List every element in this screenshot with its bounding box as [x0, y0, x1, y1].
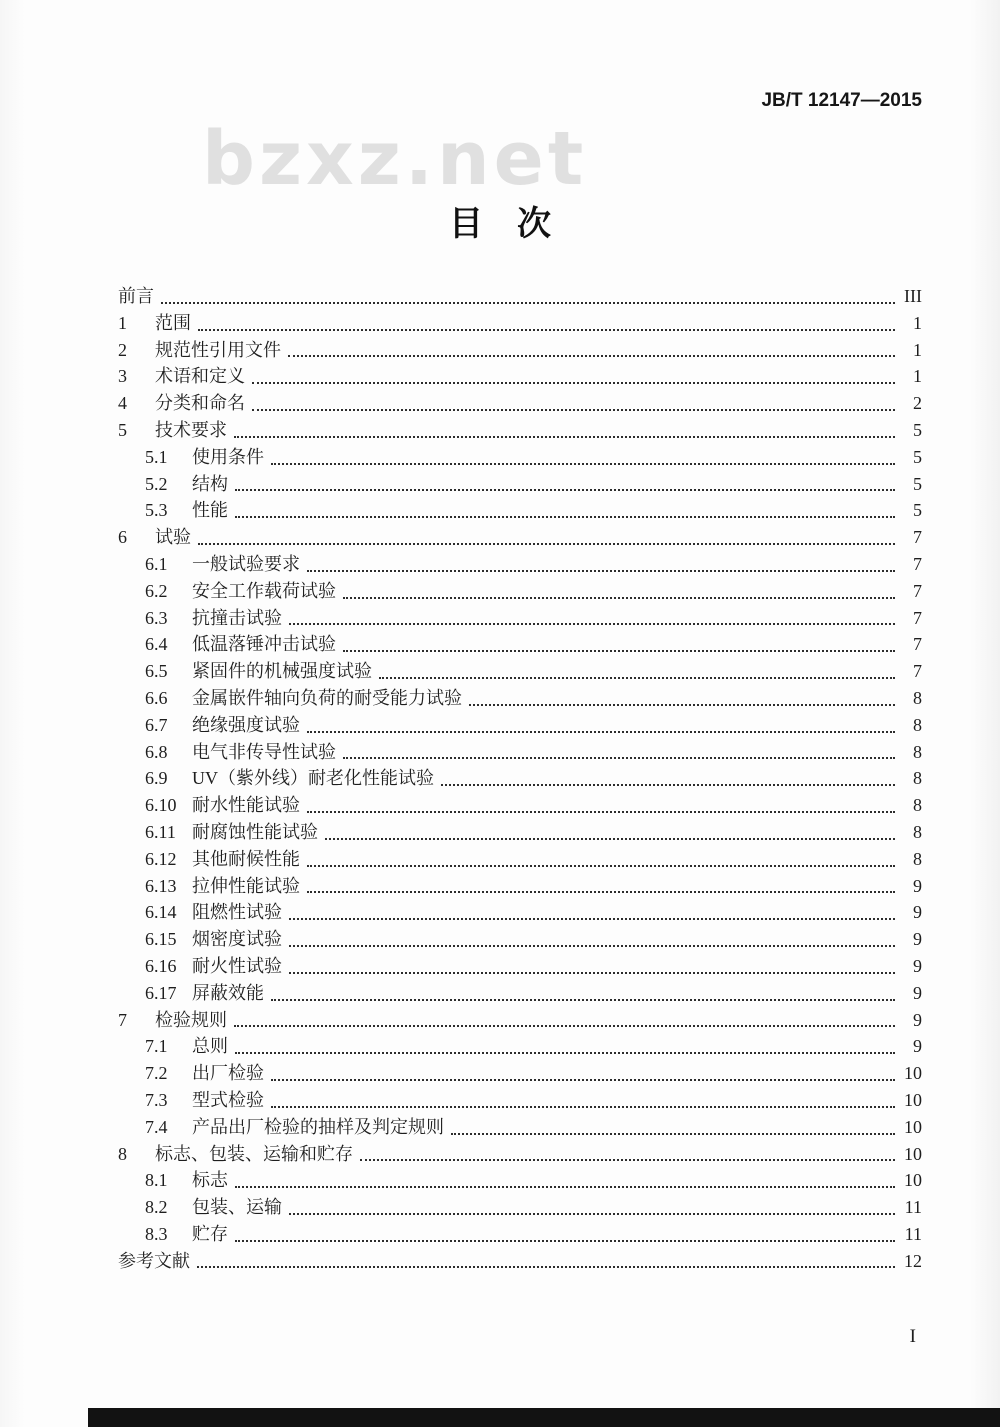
toc-entry-number: 8.2 [145, 1197, 168, 1218]
toc-entry-label: 低温落锤冲击试验 [192, 634, 336, 655]
toc-entry-page: 7 [913, 661, 922, 682]
dot-leader [307, 865, 895, 867]
toc-entry-page: 9 [913, 955, 922, 976]
toc-row [118, 658, 922, 685]
toc-entry-number: 6.17 [145, 982, 177, 1003]
toc-entry-number: 8.3 [145, 1223, 168, 1244]
toc-entry-number: 8 [118, 1143, 127, 1164]
toc-entry-label: 耐水性能试验 [192, 795, 300, 816]
toc-entry-page: 10 [904, 1089, 922, 1110]
toc-row [118, 578, 922, 605]
toc-entry-label: 包装、运输 [192, 1197, 282, 1218]
toc-entry-page: 12 [904, 1250, 922, 1271]
toc-row [118, 417, 922, 444]
toc-entry-label: UV（紫外线）耐老化性能试验 [192, 768, 434, 789]
toc-entry-page: 7 [913, 553, 922, 574]
toc-entry-label: 试验 [155, 527, 191, 548]
toc-row [118, 524, 922, 551]
toc-row [118, 631, 922, 658]
toc-row [118, 1033, 922, 1060]
toc-entry-number: 6.5 [145, 661, 168, 682]
toc-entry-label: 出厂检验 [192, 1063, 264, 1084]
toc-entry-page: 7 [913, 607, 922, 628]
toc-entry-page: 9 [913, 1009, 922, 1030]
toc-row [118, 390, 922, 417]
dot-leader [288, 355, 895, 357]
toc-entry-page: III [904, 286, 922, 306]
toc-row [118, 1087, 922, 1114]
toc-entry-label: 紧固件的机械强度试验 [192, 661, 372, 682]
dot-leader [198, 329, 895, 331]
toc-entry-label: 技术要求 [155, 419, 227, 440]
dot-leader [235, 516, 895, 518]
toc-row [118, 953, 922, 980]
toc-entry-label: 拉伸性能试验 [192, 875, 300, 896]
toc-row [118, 1194, 922, 1221]
toc-entry-number: 6.15 [145, 929, 177, 950]
toc-entry-number: 6.8 [145, 741, 168, 762]
toc-entry-label: 金属嵌件轴向负荷的耐受能力试验 [192, 687, 462, 708]
toc-entry-number: 7.3 [145, 1089, 168, 1110]
toc-row [118, 1221, 922, 1248]
dot-leader [289, 972, 895, 974]
toc-entry-label: 产品出厂检验的抽样及判定规则 [192, 1116, 444, 1137]
toc-entry-number: 6.12 [145, 848, 177, 869]
page-footer [910, 1326, 916, 1348]
toc-entry-label: 使用条件 [192, 446, 264, 467]
toc-entry-number: 6.9 [145, 768, 168, 789]
dot-leader [343, 757, 895, 759]
toc-row [118, 926, 922, 953]
dot-leader [343, 650, 895, 652]
toc-entry-page: 1 [913, 312, 922, 333]
dot-leader [271, 1079, 895, 1081]
toc-entry-label: 总则 [192, 1036, 228, 1057]
toc-entry-page: 7 [913, 634, 922, 655]
dot-leader [271, 1106, 895, 1108]
toc-entry-number: 6.2 [145, 580, 168, 601]
toc-entry-number: 6.13 [145, 875, 177, 896]
toc-entry-label: 术语和定义 [155, 366, 245, 387]
toc-entry-number: 6.4 [145, 634, 168, 655]
dot-leader [289, 623, 895, 625]
toc-entry-label: 规范性引用文件 [155, 339, 281, 360]
toc-row [118, 337, 922, 364]
toc-entry-page: 11 [904, 1223, 922, 1244]
toc-entry-number: 2 [118, 339, 127, 360]
dot-leader [198, 543, 895, 545]
dot-leader [161, 302, 895, 304]
toc-entry-label: 绝缘强度试验 [192, 714, 300, 735]
page-number: I [909, 1326, 916, 1347]
toc-entry-number: 1 [118, 312, 127, 333]
toc-entry-page: 1 [913, 339, 922, 360]
dot-leader [252, 382, 895, 384]
toc-entry-page: 8 [913, 687, 922, 708]
scan-bottom-bar [88, 1408, 1000, 1427]
toc-entry-label: 分类和命名 [155, 393, 245, 414]
toc-entry-number: 6.10 [145, 795, 177, 816]
page-title: 目 次 [449, 205, 551, 243]
toc-entry-label: 抗撞击试验 [192, 607, 282, 628]
toc-entry-page: 2 [913, 393, 922, 414]
toc-entry-page: 7 [913, 527, 922, 548]
toc-entry-page: 5 [913, 446, 922, 467]
toc-row [118, 1114, 922, 1141]
toc-entry-page: 8 [913, 795, 922, 816]
dot-leader [235, 1186, 895, 1188]
toc-entry-page: 8 [913, 741, 922, 762]
toc-entry-page: 5 [913, 419, 922, 440]
dot-leader [235, 1240, 895, 1242]
toc-entry-page: 11 [904, 1197, 922, 1218]
toc-entry-number: 6.3 [145, 607, 168, 628]
toc-entry-page: 8 [913, 821, 922, 842]
toc-row [118, 1248, 922, 1275]
toc-row [118, 1007, 922, 1034]
dot-leader [197, 1266, 895, 1268]
toc-row [118, 283, 922, 310]
toc-entry-label: 耐腐蚀性能试验 [192, 821, 318, 842]
toc-row [118, 1167, 922, 1194]
toc-entry-number: 5 [118, 419, 127, 440]
dot-leader [235, 489, 895, 491]
document-header [761, 90, 922, 112]
toc-row [118, 363, 922, 390]
toc-row [118, 712, 922, 739]
dot-leader [451, 1133, 895, 1135]
toc-entry-label: 标志、包装、运输和贮存 [155, 1143, 353, 1164]
toc-entry-page: 10 [904, 1116, 922, 1137]
toc-entry-label: 耐火性试验 [192, 955, 282, 976]
toc-row [118, 310, 922, 337]
dot-leader [325, 838, 895, 840]
toc-row [118, 1060, 922, 1087]
dot-leader [235, 1052, 895, 1054]
toc-row [118, 873, 922, 900]
toc-entry-label: 屏蔽效能 [192, 982, 264, 1003]
toc-entry-label: 型式检验 [192, 1089, 264, 1110]
toc-entry-page: 7 [913, 580, 922, 601]
toc-row [118, 899, 922, 926]
toc-entry-label: 其他耐候性能 [192, 848, 300, 869]
toc-row [118, 685, 922, 712]
toc-entry-page: 9 [913, 902, 922, 923]
toc-row [118, 497, 922, 524]
toc-entry-label: 结构 [192, 473, 228, 494]
toc-row [118, 444, 922, 471]
dot-leader [343, 597, 895, 599]
dot-leader [234, 436, 895, 438]
dot-leader [289, 918, 895, 920]
dot-leader [307, 811, 895, 813]
toc-row [118, 792, 922, 819]
toc-entry-number: 7.4 [145, 1116, 168, 1137]
dot-leader [307, 891, 895, 893]
toc-entry-number: 4 [118, 393, 127, 414]
toc-row [118, 846, 922, 873]
toc-entry-number: 8.1 [145, 1170, 168, 1191]
toc-entry-label: 标志 [192, 1170, 228, 1191]
toc-entry-number: 6.6 [145, 687, 168, 708]
toc-list [118, 283, 922, 1274]
toc-row [118, 980, 922, 1007]
toc-entry-number: 6.14 [145, 902, 177, 923]
watermark: bzxz.net [202, 116, 588, 202]
toc-entry-number: 6.16 [145, 955, 177, 976]
toc-entry-number: 7.1 [145, 1036, 168, 1057]
dot-leader [271, 999, 895, 1001]
toc-entry-label: 前言 [118, 286, 154, 306]
toc-entry-number: 7.2 [145, 1063, 168, 1084]
dot-leader [469, 704, 895, 706]
dot-leader [307, 731, 895, 733]
toc-entry-number: 6.1 [145, 553, 168, 574]
toc-entry-page: 10 [904, 1170, 922, 1191]
toc-entry-label: 一般试验要求 [192, 553, 300, 574]
toc-entry-number: 6.7 [145, 714, 168, 735]
toc-entry-label: 电气非传导性试验 [192, 741, 336, 762]
toc-entry-label: 阻燃性试验 [192, 902, 282, 923]
dot-leader [360, 1159, 895, 1161]
toc-entry-label: 贮存 [192, 1223, 228, 1244]
toc-entry-number: 6 [118, 527, 127, 548]
toc-entry-page: 1 [913, 366, 922, 387]
toc-entry-label: 烟密度试验 [192, 929, 282, 950]
toc-entry-page: 5 [913, 500, 922, 521]
toc-row [118, 819, 922, 846]
dot-leader [252, 409, 895, 411]
toc-entry-label: 检验规则 [155, 1009, 227, 1030]
toc-row [118, 551, 922, 578]
toc-row [118, 765, 922, 792]
doc-number: JB/T 12147—2015 [761, 90, 922, 111]
toc-entry-number: 5.3 [145, 500, 168, 521]
dot-leader [379, 677, 895, 679]
toc-entry-page: 10 [904, 1143, 922, 1164]
dot-leader [307, 570, 895, 572]
toc-entry-number: 6.11 [145, 821, 176, 842]
toc-entry-page: 10 [904, 1063, 922, 1084]
toc-row [118, 605, 922, 632]
toc-row [118, 739, 922, 766]
toc-entry-page: 5 [913, 473, 922, 494]
toc-entry-label: 范围 [155, 312, 191, 333]
dot-leader [441, 784, 895, 786]
toc-row [118, 471, 922, 498]
toc-entry-page: 8 [913, 848, 922, 869]
toc-entry-label: 性能 [192, 500, 228, 521]
dot-leader [289, 945, 895, 947]
toc-entry-label: 参考文献 [118, 1250, 190, 1271]
toc-entry-number: 3 [118, 366, 127, 387]
toc-entry-number: 7 [118, 1009, 127, 1030]
dot-leader [289, 1213, 895, 1215]
toc-entry-page: 8 [913, 768, 922, 789]
dot-leader [271, 463, 895, 465]
toc-entry-number: 5.1 [145, 446, 168, 467]
toc-entry-page: 9 [913, 875, 922, 896]
toc-entry-page: 9 [913, 1036, 922, 1057]
toc-entry-label: 安全工作载荷试验 [192, 580, 336, 601]
toc-entry-page: 9 [913, 929, 922, 950]
toc-entry-page: 8 [913, 714, 922, 735]
toc-entry-page: 9 [913, 982, 922, 1003]
toc-entry-number: 5.2 [145, 473, 168, 494]
toc-row [118, 1141, 922, 1168]
dot-leader [234, 1025, 895, 1027]
